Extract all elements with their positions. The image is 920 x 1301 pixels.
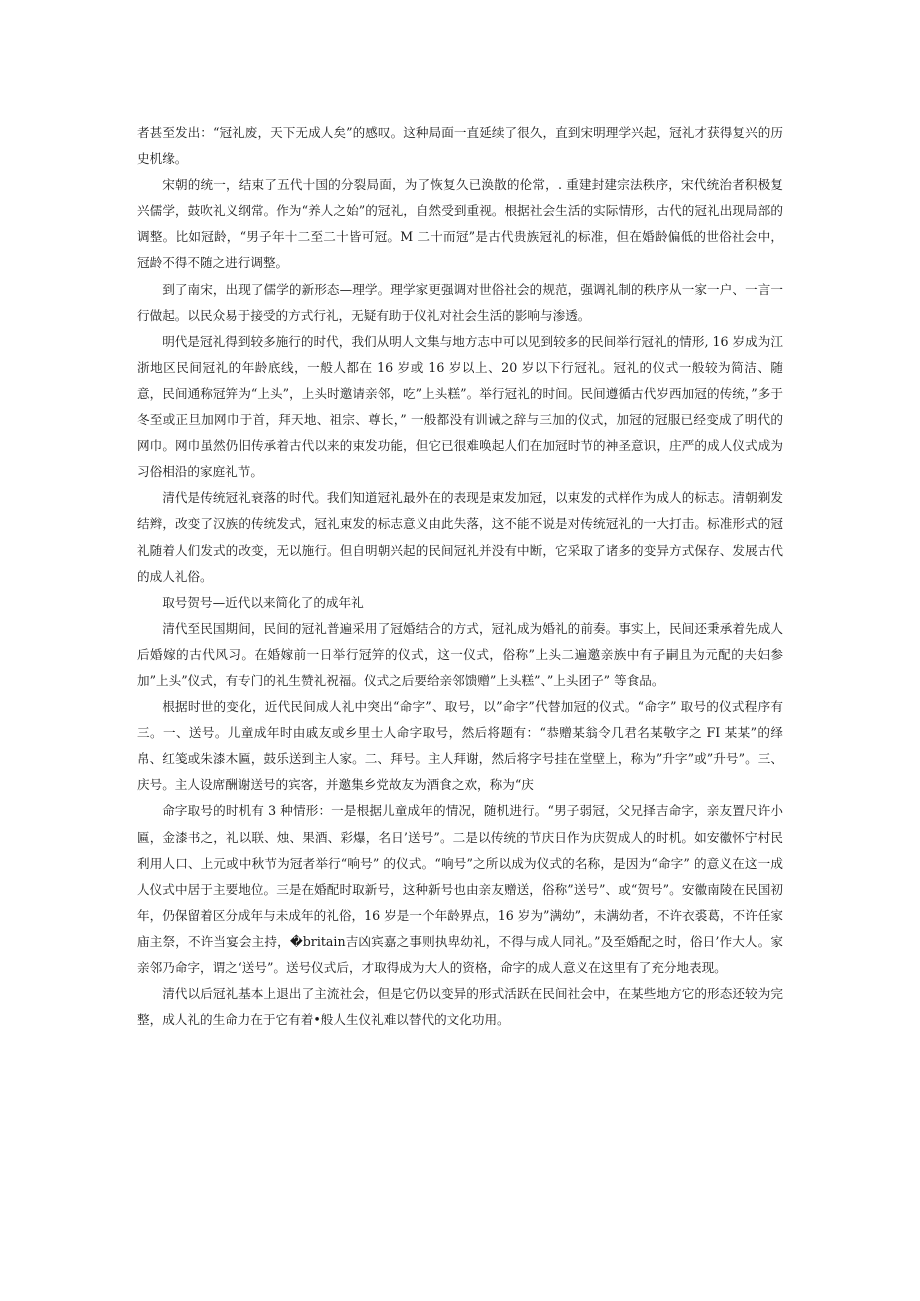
paragraph-naming-ritual: 根据时世的变化，近代民间成人礼中突出“命字”、取号，以”命字”代替加冠的仪式。“命字” 取号的仪式程序有三。一、送号。儿童成年时由戚友或乡里士人命字取号，然后将题有：“恭赠某翁令几君名某敬字之 FI 某某”的绎帛、红笺或朱漆木匾，鼓乐送到主人家。二、拜号。主人拜谢，然后将字号挂在堂壁上，称为”升字”或”升号”。三、庆号。主人设席酬谢送号的宾客，并邀集乡党故友为酒食之欢，称为“庆 — [137, 699, 783, 793]
section-heading: 取号贺号—近代以来简化了的成年礼 — [162, 594, 364, 610]
paragraph-continuation: 者甚至发出：“冠礼废，天下无成人矣”的感叹。这种局面一直延续了很久，直到宋明理学兴起，冠礼才获得复兴的历史机缘。 — [137, 125, 783, 167]
paragraph-southern-song: 到了南宋，出现了儒学的新形态—理学。理学家更强调对世俗社会的规范，强调礼制的秩序从一家一户、一言一行做起。以民众易于接受的方式行礼，无疑有助于仪礼对社会生活的影响与渗透。 — [137, 281, 783, 323]
paragraph-qing-to-republic: 清代至民国期间，民间的冠礼普遍采用了冠婚结合的方式，冠礼成为婚礼的前奏。事实上，民间还秉承着先成人后婚嫁的古代风习。在婚嫁前一日举行冠笄的仪式，这一仪式，俗称”上头二遍邀亲族中有子嗣且为元配的夫妇参加”上头”仪式，有专门的礼生赞礼祝福。仪式之后要给亲邻馈赠”上头糕”、”上头团子” 等食品。 — [137, 620, 783, 688]
paragraph-conclusion: 清代以后冠礼基本上退出了主流社会，但是它仍以变异的形式活跃在民间社会中，在某些地方它的形态还较为完整，成人礼的生命力在于它有着•般人生仪礼难以替代的文化功用。 — [137, 986, 783, 1028]
paragraph-song-dynasty: 宋朝的统一，结束了五代十国的分裂局面，为了恢复久已涣散的伦常，. 重建封建宗法秩序，宋代统治者积极复兴儒学，鼓吹礼义纲常。作为“养人之始”的冠礼，自然受到重视。根据社会生活的实际情形，古代的冠礼出现局部的调整。比如冠龄，“男子年十二至二十皆可冠。M 二十而冠”是古代贵族冠礼的标准，但在婚龄偏低的世俗社会中，冠龄不得不随之进行调整。 — [137, 177, 783, 271]
paragraph-qing-dynasty: 清代是传统冠礼衰落的时代。我们知道冠礼最外在的表现是束发加冠，以束发的式样作为成人的标志。清朝剃发结辫，改变了汉族的传统发式，冠礼束发的标志意义由此失落，这不能不说是对传统冠礼的一大打击。标准形式的冠礼随着人们发式的改变，无以施行。但自明朝兴起的民间冠礼并没有中断，它采取了诸多的变异方式保存、发展古代的成人礼俗。 — [137, 490, 783, 584]
paragraph-naming-occasions: 命字取号的时机有 3 种情形：一是根据儿童成年的情况，随机进行。“男子弱冠，父兄择吉命字，亲友置尺许小匾，金漆书之，礼以联、烛、果酒、彩爆，名日’送号”。二是以传统的节庆日作为庆贺成人的时机。如安徽怀宁村民利用人口、上元或中秋节为冠者举行“响号” 的仪式。“响号”之所以成为仪式的名称，是因为“命字” 的意义在这一成人仪式中居于主要地位。三是在婚配时取新号，这种新号也由亲友赠送，俗称”送号”、或“贺号”。安徽南陵在民国初年，仍保留着区分成年与未成年的礼俗，16 岁是一个年龄界点，16 岁为”满幼”，未满幼者，不许衣裘葛，不许任家庙主祭，不许当宴会主持，�britain吉凶宾嘉之事则执卑幼礼，不得与成人同礼。”及至婚配之时，俗日’作大人。家亲邻乃命字，谓之‘送号”。送号仪式后，才取得成为大人的资格，命字的成人意义在这里有了充分地表现。 — [137, 803, 783, 975]
document-body — [137, 120, 783, 1033]
paragraph-ming-dynasty: 明代是冠礼得到较多施行的时代，我们从明人文集与地方志中可以见到较多的民间举行冠礼的情形, 16 岁成为江浙地区民间冠礼的年龄底线，一般人都在 16 岁或 16 岁以上、20 岁以下行冠礼。冠礼的仪式一般较为简洁、随意，民间通称冠笄为“上头”，上头时邀请亲邻，吃”上头糕”。举行冠礼的时间。民间遵循古代岁西加冠的传统，”多于冬至或正旦加网巾于首，拜天地、祖宗、尊长，” 一般都没有训诫之辞与三加的仪式，加冠的冠服已经变成了明代的网巾。网巾虽然仍旧传承着古代以来的束发功能，但它已很难唤起人们在加冠时节的神圣意识，庄严的成人仪式成为习俗相沿的家庭礼节。 — [137, 333, 783, 480]
